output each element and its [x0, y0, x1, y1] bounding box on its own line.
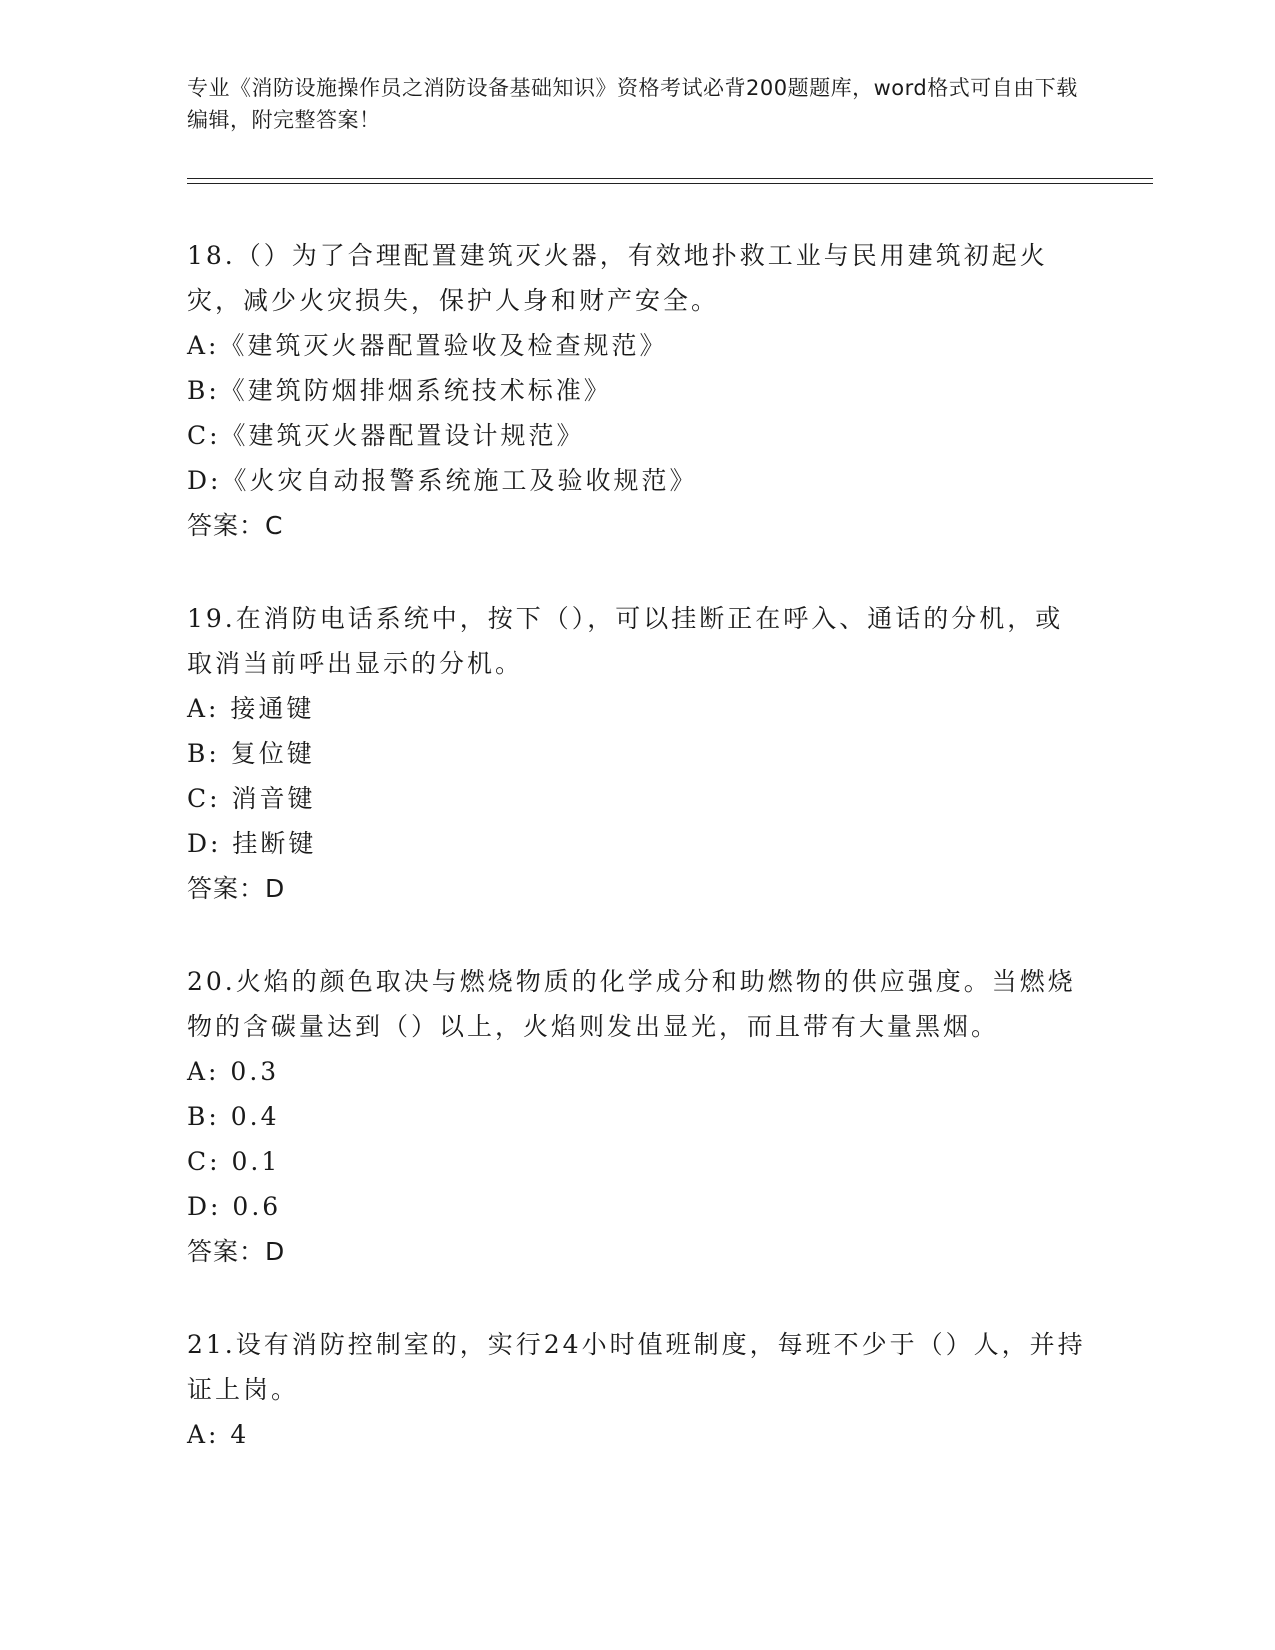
question-stem: 18.（）为了合理配置建筑灭火器，有效地扑救工业与民用建筑初起火灾，减少火灾损失，保护人身和财产安全。 — [187, 241, 1048, 315]
question-stem: 19.在消防电话系统中，按下（），可以挂断正在呼入、通话的分机，或取消当前呼出显示的分机。 — [187, 604, 1064, 678]
option-b: B: 0.4 — [187, 1102, 280, 1131]
option-b: B:《建筑防烟排烟系统技术标准》 — [187, 376, 612, 405]
option-d: D: 0.6 — [187, 1192, 282, 1221]
header-divider-top — [187, 178, 1153, 179]
header-divider-bottom — [187, 183, 1153, 184]
option-a: A: 接通键 — [187, 694, 315, 723]
question-21 — [187, 1322, 1087, 1457]
option-c: C: 消音键 — [187, 784, 316, 813]
document-header: 专业《消防设施操作员之消防设备基础知识》资格考试必背200题题库，word格式可自由下载编辑，附完整答案！ — [187, 76, 1078, 132]
question-stem: 21.设有消防控制室的，实行24小时值班制度，每班不少于（）人，并持证上岗。 — [187, 1330, 1086, 1404]
question-19 — [187, 596, 1087, 911]
option-a: A:《建筑灭火器配置验收及检查规范》 — [187, 331, 668, 360]
option-c: C: 0.1 — [187, 1147, 281, 1176]
question-18 — [187, 233, 1087, 548]
option-d: D:《火灾自动报警系统施工及验收规范》 — [187, 466, 698, 495]
option-b: B: 复位键 — [187, 739, 315, 768]
option-a: A: 4 — [187, 1420, 250, 1449]
answer: 答案：D — [187, 1237, 286, 1266]
answer: 答案：C — [187, 511, 284, 540]
question-20 — [187, 959, 1087, 1274]
option-c: C:《建筑灭火器配置设计规范》 — [187, 421, 585, 450]
question-stem: 20.火焰的颜色取决与燃烧物质的化学成分和助燃物的供应强度。当燃烧物的含碳量达到（）以上，火焰则发出显光，而且带有大量黑烟。 — [187, 967, 1076, 1041]
option-a: A: 0.3 — [187, 1057, 280, 1086]
answer: 答案：D — [187, 874, 286, 903]
option-d: D: 挂断键 — [187, 829, 317, 858]
